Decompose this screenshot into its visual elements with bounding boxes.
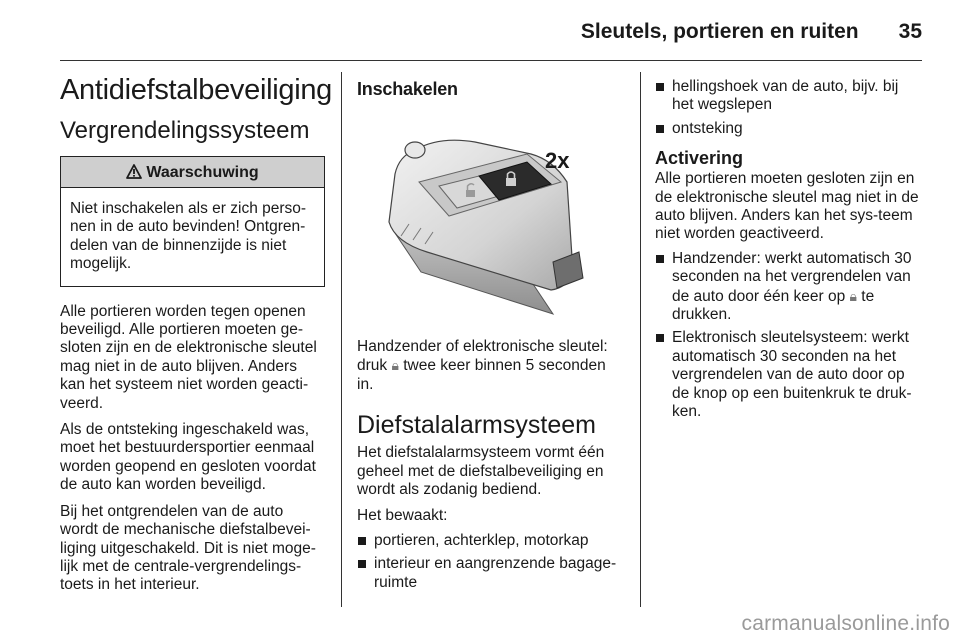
section-title: Antidiefstalbeveiliging bbox=[60, 74, 332, 106]
list-item-text: te drukken. bbox=[672, 287, 875, 324]
list-item: hellingshoek van de auto, bijv. bij het wegslepen bbox=[655, 78, 922, 115]
running-header bbox=[581, 20, 922, 44]
warning-triangle-icon bbox=[126, 164, 142, 182]
paragraph: Als de ontsteking ingeschakeld was, moet het bestuurdersportier eenmaal worden geopend en gesloten voordat de auto kan worden beveiligd. bbox=[60, 421, 316, 494]
list-item bbox=[655, 250, 922, 325]
subsection-title: Diefstalalarmsysteem bbox=[357, 411, 596, 440]
bullet-list bbox=[357, 532, 624, 592]
paragraph: Bij het ontgrendelen van de auto wordt de mechanische diefstalbevei-liging uitgeschakeld. Dit is niet moge-lijk met de centrale-vergrendelings-toets in het interieur. bbox=[60, 502, 316, 594]
list-item-text: Handzender: werkt automatisch 30 seconden na het vergrendelen van de auto door één keer op bbox=[672, 249, 912, 305]
warning-text: Niet inschakelen als er zich perso-nen in de auto bevinden! Ontgren-delen van de binnenzijde is niet mogelijk. bbox=[70, 200, 307, 273]
list-item: Elektronisch sleutelsysteem: werkt automatisch 30 seconden na het vergrendelen van de auto door op de knop op een buitenkruk te druk-ken. bbox=[655, 329, 922, 421]
warning-box bbox=[60, 156, 325, 287]
page-number: 35 bbox=[898, 20, 922, 43]
caption-text: Handzender of elektronische sleutel: druk bbox=[357, 338, 608, 375]
lock-icon: 🔒︎ bbox=[849, 287, 857, 304]
paragraph: Het bewaakt: bbox=[357, 507, 448, 525]
bullet-list bbox=[655, 250, 922, 422]
column-divider-2 bbox=[640, 72, 641, 607]
caption-text: twee keer binnen 5 seconden in. bbox=[357, 357, 606, 393]
paragraph: Het diefstalalarmsysteem vormt één geheel met de diefstalbeveiliging en wordt als zodanig bediend. bbox=[357, 444, 605, 499]
column-1 bbox=[60, 72, 332, 595]
column-3 bbox=[655, 72, 922, 427]
header-title: Sleutels, portieren en ruiten bbox=[580, 20, 859, 43]
warning-header bbox=[61, 157, 324, 188]
column-2 bbox=[357, 72, 624, 597]
key-fob-illustration bbox=[357, 112, 624, 324]
list-item: portieren, achterklep, motorkap bbox=[357, 532, 624, 550]
header-rule bbox=[60, 60, 922, 61]
subheading-activering: Activering bbox=[655, 148, 744, 169]
column-divider-1 bbox=[341, 72, 342, 607]
figure-caption bbox=[357, 338, 624, 394]
subheading-inschakelen: Inschakelen bbox=[357, 79, 458, 99]
paragraph: Alle portieren moeten gesloten zijn en de elektronische sleutel mag niet in de auto blijven. Anders kan het sys-teem niet worden geactiveerd. bbox=[655, 170, 919, 243]
key-fob-drawing bbox=[357, 112, 624, 324]
watermark: carmanualsonline.info bbox=[741, 612, 950, 635]
bullet-list bbox=[655, 78, 922, 138]
subsection-title: Vergrendelingssysteem bbox=[60, 117, 310, 144]
press-count-label: 2x bbox=[545, 148, 570, 173]
paragraph: Alle portieren worden tegen openen beveiligd. Alle portieren moeten ge-sloten zijn en de elektronische sleutel mag niet in de auto blijven. Anders kan het systeem niet worden geacti-veerd. bbox=[60, 302, 317, 412]
warning-title: Waarschuwing bbox=[146, 164, 259, 181]
list-item: ontsteking bbox=[655, 120, 922, 138]
lock-icon: 🔒︎ bbox=[391, 357, 399, 374]
list-item: interieur en aangrenzende bagage-ruimte bbox=[357, 555, 624, 592]
